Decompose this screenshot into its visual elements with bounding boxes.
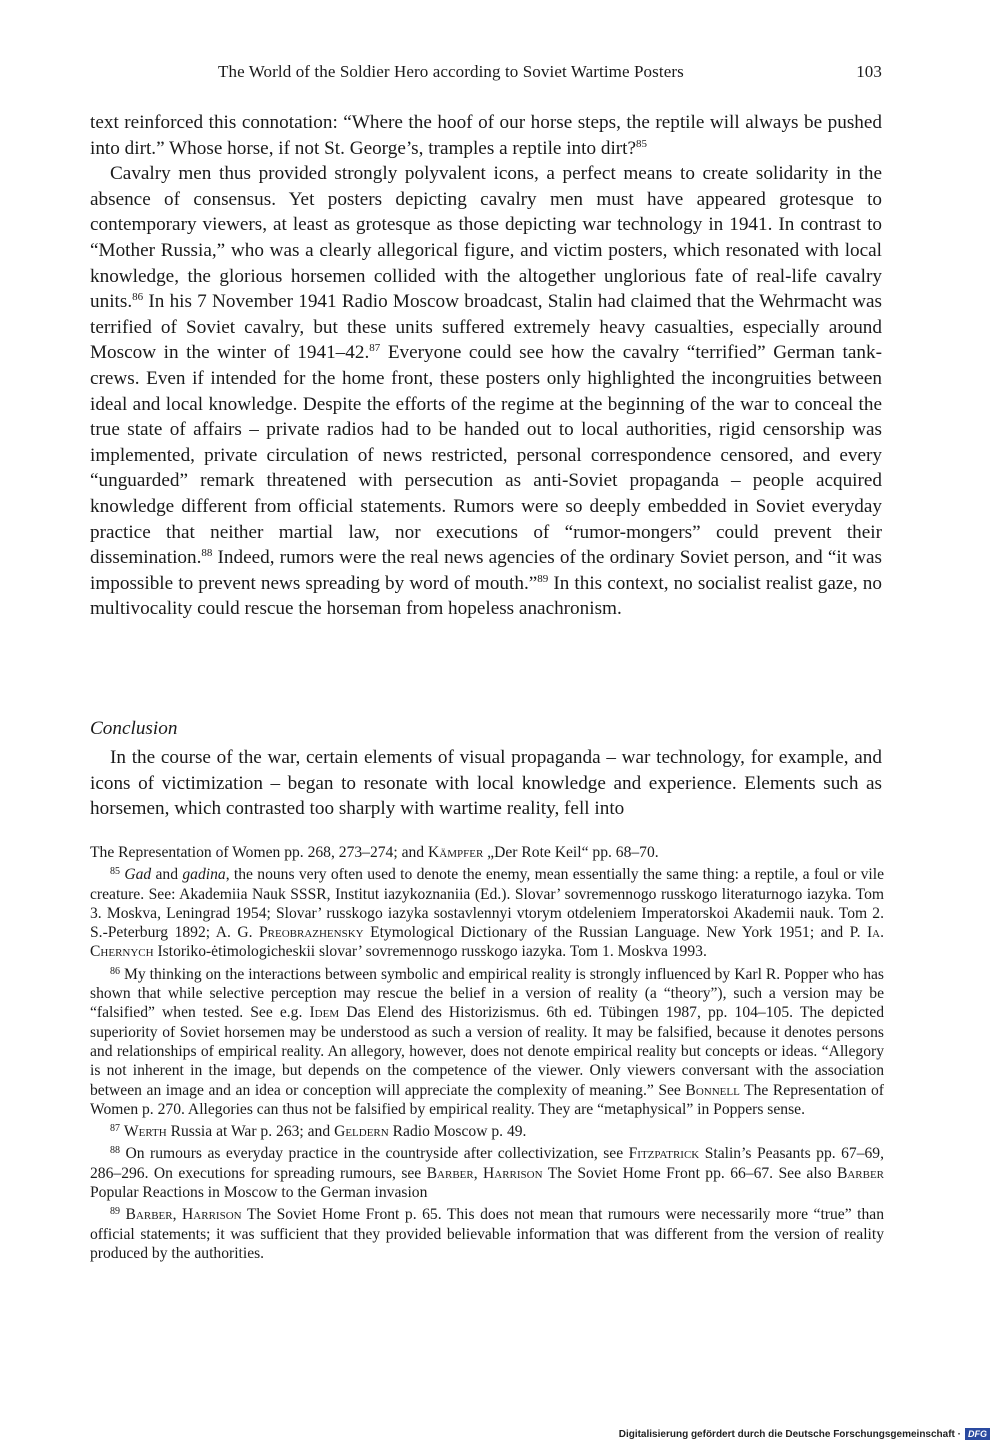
section-heading-conclusion: Conclusion <box>90 718 178 739</box>
footnote-86: $^{86}$ My thinking on the interactions between symbolic and empirical reality is strongly influenced by Karl R. Popper who has shown that while selective perception may rescue the belief in a version of reality (a “theory”), such a version may be “falsified” when tested. See e.g. Idem Das Elend des Historizismus. 6th ed. Tübingen 1987, pp. 104–105. The depicted superiority of Soviet horsemen may be understood as such a version of reality. It may be falsified, because it denotes persons and relationships of empirical reality. An allegory, however, does not denote empirical reality but concepts or ideas. “Allegory is not inherent in the image, but depends on the competence of the viewer. Only viewers conversant with the association between an image and an idea or conception will appreciate the complexity of meaning.” See Bonnell The Representation of Women p. 270. Allegories can thus not be falsified by empirical reality. They are “metaphysical” in Poppers sense. <box>90 965 884 1118</box>
digitization-credit <box>619 1428 990 1440</box>
footnote-ref-89[interactable]: 89 <box>537 572 549 585</box>
conclusion-paragraph: In the course of the war, certain elements of visual propaganda – war technology, for example, and icons of victimization – began to resonate with local knowledge and experience. Elements such as horsemen, which contrasted too sharply with wartime reality, fell into <box>90 747 882 820</box>
conclusion-text <box>90 745 882 822</box>
footnote-85: $^{85}$ Gad and gadina, the nouns very often used to denote the enemy, mean essentially the same thing: a reptile, a foul or vile creature. See: Akademiia Nauk SSSR, Institut iazykoznaniia (Ed.). Slovar’ sovremennogo russkogo literaturnogo iazyka. Tom 3. Moskva, Leningrad 1954; Slovar’ russkogo iazyka sostavlennyi vtorym otdeleniem Imperatorskoi Akademii nauk. Tom 2. S.-Peterburg 1892; A. G. Preobrazhensky Etymological Dictionary of the Russian Language. New York 1951; and P. Ia. Chernych Istoriko-ėtimologicheskii slovar’ sovremennogo russkogo iazyka. Tom 1. Moskva 1993. <box>90 866 885 961</box>
running-head-title: The World of the Soldier Hero according to Soviet Wartime Posters <box>218 62 684 81</box>
footnote-87: $^{87}$ Werth Russia at War p. 263; and Geldern Radio Moscow p. 49. <box>110 1123 527 1141</box>
footnote-ref-86[interactable]: 86 <box>132 291 144 304</box>
footnote-ref-88[interactable]: 88 <box>201 547 213 560</box>
paragraph-2: Cavalry men thus provided strongly polyvalent icons, a perfect means to create solidarity in the absence of consensus. Yet posters depicting cavalry men must have appeared grotesque to contemporary viewers, at least as grotesque as those depicting war technology in 1941. In contrast to “Mother Russia,” who was a clearly allegorical figure, and victim posters, which resonated with local knowledge, the glorious horsemen collided with the altogether unglorious fate of real-life cavalry units.$^{86}$ In his 7 November 1941 Radio Moscow broadcast, Stalin had claimed that the Wehrmacht was terrified of Soviet cavalry, but these units suffered extremely heavy casualties, especially around Moscow in the winter of 1941–42.87 Everyone could see how the cavalry “terrified” German tank-crews. Even if intended for the home front, these posters only highlighted the incongruities between ideal and local knowledge. Despite the efforts of the regime at the beginning of the war to conceal the true state of affairs – private radios had to be handed out to local authorities, rigid censorship was implemented, private circulation of news restricted, personal correspondence censored, and every “unguarded” remark threatened with persecution as anti-Soviet propaganda – people acquired knowledge different from official statements. Rumors were so deeply embedded in Soviet everyday practice that neither martial law, nor executions of “rumor-mongers” could prevent their dissemination.$^{88}$ Indeed, rumors were the real news agencies of the ordinary Soviet person, and “it was impossible to prevent news spreading by word of mouth.”$^{89}$ In this context, no socialist realist gaze, no multivocality could rescue the horseman from hopeless anachronism. <box>90 163 882 620</box>
body-text <box>90 110 882 622</box>
page-number: 103 <box>856 62 882 81</box>
dfg-logo: DFG <box>965 1428 990 1440</box>
footnote-ref-85[interactable]: 85 <box>636 137 648 150</box>
footnote-number: 85 <box>110 866 120 878</box>
paragraph-1: text reinforced this connotation: “Where the hoof of our horse steps, the reptile will always be pushed into dirt.” Whose horse, if not St. George’s, tramples a reptile into dirt?$^{85}$ <box>90 112 882 159</box>
footnote-ref-87[interactable]: 87 <box>369 342 381 355</box>
credit-text: Digitalisierung gefördert durch die Deutsche Forschungsgemeinschaft · <box>618 1428 961 1440</box>
footnotes <box>90 843 884 1263</box>
footnote-number: 88 <box>110 1145 120 1157</box>
footnote-89: $^{89}$ Barber, Harrison The Soviet Home Front p. 65. This does not mean that rumours were necessarily more “true” than official statements; it was sufficient that they provided believable information that was different from the version of reality produced by the authorities. <box>90 1206 884 1262</box>
footnote-88: $^{88}$ On rumours as everyday practice in the countryside after collectivization, see Fitzpatrick Stalin’s Peasants pp. 67–69, 286–296. On executions for spreading rumours, see Barber, Harrison The Soviet Home Front pp. 66–67. See also Barber Popular Reactions in Moscow to the German invasion <box>90 1145 885 1202</box>
footnote-continuation: The Representation of Women pp. 268, 273–274; and Kämpfer „Der Rote Keil“ pp. 68–70. <box>90 844 659 861</box>
footnote-number: 86 <box>110 965 120 977</box>
footnote-number: 87 <box>110 1123 120 1135</box>
footnote-number: 89 <box>110 1206 120 1218</box>
